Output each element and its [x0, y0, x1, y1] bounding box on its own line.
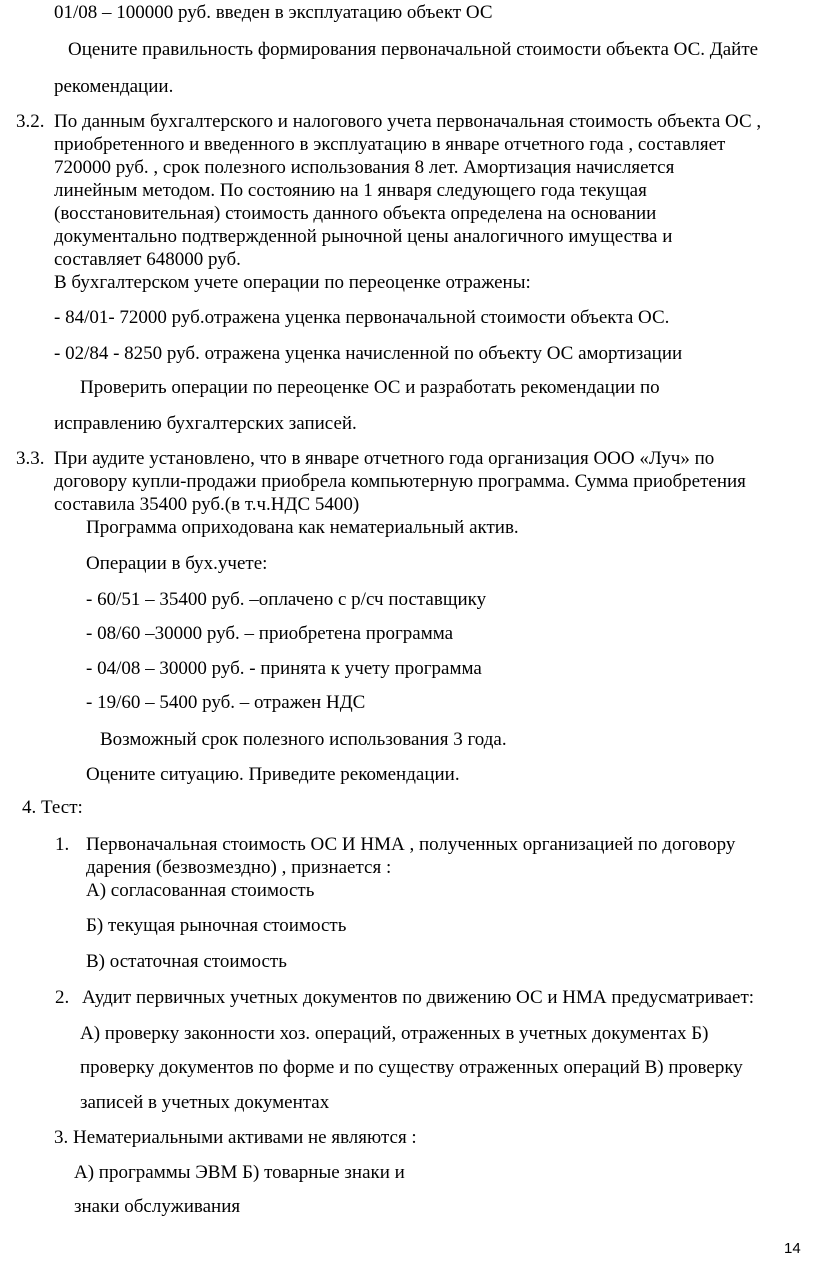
task-3-3-line: При аудите установлено, что в январе отчетного года организация ООО «Луч» по	[54, 448, 715, 469]
task-3-2-instruction: Проверить операции по переоценке ОС и разработать рекомендации по	[80, 377, 660, 398]
task-3-2-line: (восстановительная) стоимость данного объекта определена на основании	[54, 203, 657, 224]
task-3-3-op: - 19/60 – 5400 руб. – отражен НДС	[86, 692, 366, 713]
top-line-1: 01/08 – 100000 руб. введен в эксплуатацию объект ОС	[54, 2, 493, 23]
task-3-3-line: договору купли-продажи приобрела компьютерную программа. Сумма приобретения	[54, 471, 746, 492]
q3-option-line: А) программы ЭВМ Б) товарные знаки и	[74, 1162, 405, 1183]
q2-line: А) проверку законности хоз. операций, отраженных в учетных документах Б)	[80, 1023, 709, 1044]
task-3-3-op: - 08/60 –30000 руб. – приобретена программа	[86, 623, 454, 644]
test-heading: 4. Тест:	[22, 797, 83, 818]
q2-number: 2.	[55, 987, 70, 1008]
q1-number: 1.	[55, 834, 70, 855]
task-3-2-number: 3.2.	[16, 111, 45, 132]
q2-line: записей в учетных документах	[80, 1092, 330, 1113]
task-3-2-line: документально подтвержденной рыночной цены аналогичного имущества и	[54, 226, 673, 247]
task-3-2-line: В бухгалтерском учете операции по переоценке отражены:	[54, 272, 531, 293]
page-number: 14	[784, 1240, 801, 1257]
q2-line: Аудит первичных учетных документов по движению ОС и НМА предусматривает:	[82, 987, 755, 1008]
task-3-3-p3: Возможный срок полезного использования 3 года.	[100, 729, 507, 750]
q1-option-b: Б) текущая рыночная стоимость	[86, 915, 347, 936]
q1-line: Первоначальная стоимость ОС И НМА , полученных организацией по договору	[86, 834, 736, 855]
task-3-3-p1: Программа оприходована как нематериальный актив.	[86, 517, 519, 538]
q1-option-c: В) остаточная стоимость	[86, 951, 287, 972]
task-3-2-line: приобретенного и введенного в эксплуатацию в январе отчетного года , составляет	[54, 134, 726, 155]
q1-option-a: А) согласованная стоимость	[86, 880, 315, 901]
task-3-2-line: линейным методом. По состоянию на 1 января следующего года текущая	[54, 180, 647, 201]
task-3-2-line: составляет 648000 руб.	[54, 249, 241, 270]
top-line-3: рекомендации.	[54, 76, 174, 97]
task-3-3-op: - 60/51 – 35400 руб. –оплачено с р/сч поставщику	[86, 589, 487, 610]
task-3-2-op: - 84/01- 72000 руб.отражена уценка первоначальной стоимости объекта ОС.	[54, 307, 670, 328]
task-3-2-instruction-cont: исправлению бухгалтерских записей.	[54, 413, 357, 434]
top-line-2: Оцените правильность формирования первоначальной стоимости объекта ОС. Дайте	[68, 39, 759, 60]
task-3-3-op: - 04/08 – 30000 руб. - принята к учету программа	[86, 658, 482, 679]
task-3-3-number: 3.3.	[16, 448, 45, 469]
task-3-3-p4: Оцените ситуацию. Приведите рекомендации.	[86, 764, 460, 785]
task-3-3-line: составила 35400 руб.(в т.ч.НДС 5400)	[54, 494, 360, 515]
task-3-3-p2: Операции в бух.учете:	[86, 553, 268, 574]
q3-line: 3. Нематериальными активами не являются :	[54, 1127, 417, 1148]
q1-line: дарения (безвозмездно) , признается :	[86, 857, 392, 878]
q3-option-line: знаки обслуживания	[74, 1196, 241, 1217]
task-3-2-op: - 02/84 - 8250 руб. отражена уценка начисленной по объекту ОС амортизации	[54, 343, 683, 364]
task-3-2-line: 720000 руб. , срок полезного использования 8 лет. Амортизация начисляется	[54, 157, 675, 178]
q2-line: проверку документов по форме и по существу отраженных операций В) проверку	[80, 1057, 743, 1078]
task-3-2-line: По данным бухгалтерского и налогового учета первоначальная стоимость объекта ОС ,	[54, 111, 762, 132]
